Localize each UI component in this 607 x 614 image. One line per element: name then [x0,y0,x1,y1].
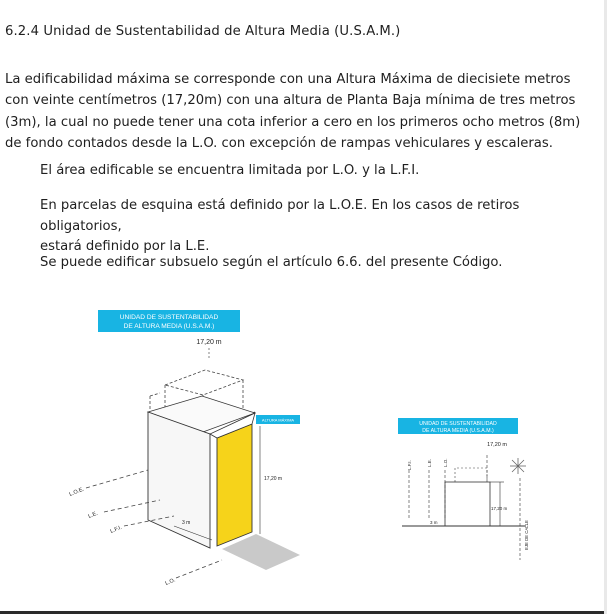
figure-right-floor-dim: 3 m [430,520,438,525]
figure-left-badge-line1: UNIDAD DE SUSTENTABILIDAD [119,314,219,321]
figure-right [398,418,529,560]
label-loe: L.O.E. [68,486,86,498]
right-label-le: L.E. [427,458,432,467]
section-building [445,482,490,526]
figure-right-top-dim: 17,20 m [487,442,507,448]
right-label-lo: L.O. [443,458,448,467]
section-roof-dashed [455,468,487,482]
figure-left-side-tag-text: ALTURA MÁXIMA [261,417,295,423]
body-paragraph: La edificabilidad máxima se corresponde con una Altura Máxima de diecisiete metros con veinte centímetros (17,20m) con una altura de Planta Baja mínima de tres metros (3m), la cual no puede tener una cota inferior a cero en los primeros ocho metros (8m) de fondo contados desde la L.O. con excepción de rampas vehiculares y escaleras. [5,72,581,151]
label-lfi: L.F.I. [109,524,123,535]
body-line-esquina-b: estará definido por la L.E. [40,239,210,254]
body-line-subsuelo: Se puede edificar subsuelo según el artículo 6.6. del presente Código. [40,255,503,270]
figure-right-badge-line1: UNIDAD DE SUSTENTABILIDAD [419,421,497,427]
label-lo: L.O. [164,577,177,587]
figure-left-top-dim: 17,20 m [196,339,222,346]
figure-right-badge-line2: DE ALTURA MEDIA (U.S.A.M.) [422,428,494,434]
figure-left-badge-line2: DE ALTURA MEDIA (U.S.A.M.) [123,323,215,330]
right-label-calle: EJE DE CALLE [524,520,529,550]
body-line-esquina-a: En parcelas de esquina está definido por la L.O.E. En los casos de retiros obligatorios, [40,198,520,234]
figure-left [69,310,300,587]
building-facade-yellow [217,424,252,546]
figure-left-height-dim: 17,20 m [264,476,283,482]
figure-right-height-dim: 17,20 m [491,506,508,511]
body-line-esquina [40,196,595,258]
right-label-lfi: L.F.I. [407,460,412,470]
tree-icon [510,458,526,474]
section-heading: 6.2.4 Unidad de Sustentabilidad de Altura Media (U.S.A.M.) [5,24,401,39]
body-line-area: El área edificable se encuentra limitada por L.O. y la L.F.I. [40,163,420,178]
figures [0,295,607,605]
label-le: L.E. [87,510,99,520]
figure-left-depth-dim: 3 m [182,520,191,526]
